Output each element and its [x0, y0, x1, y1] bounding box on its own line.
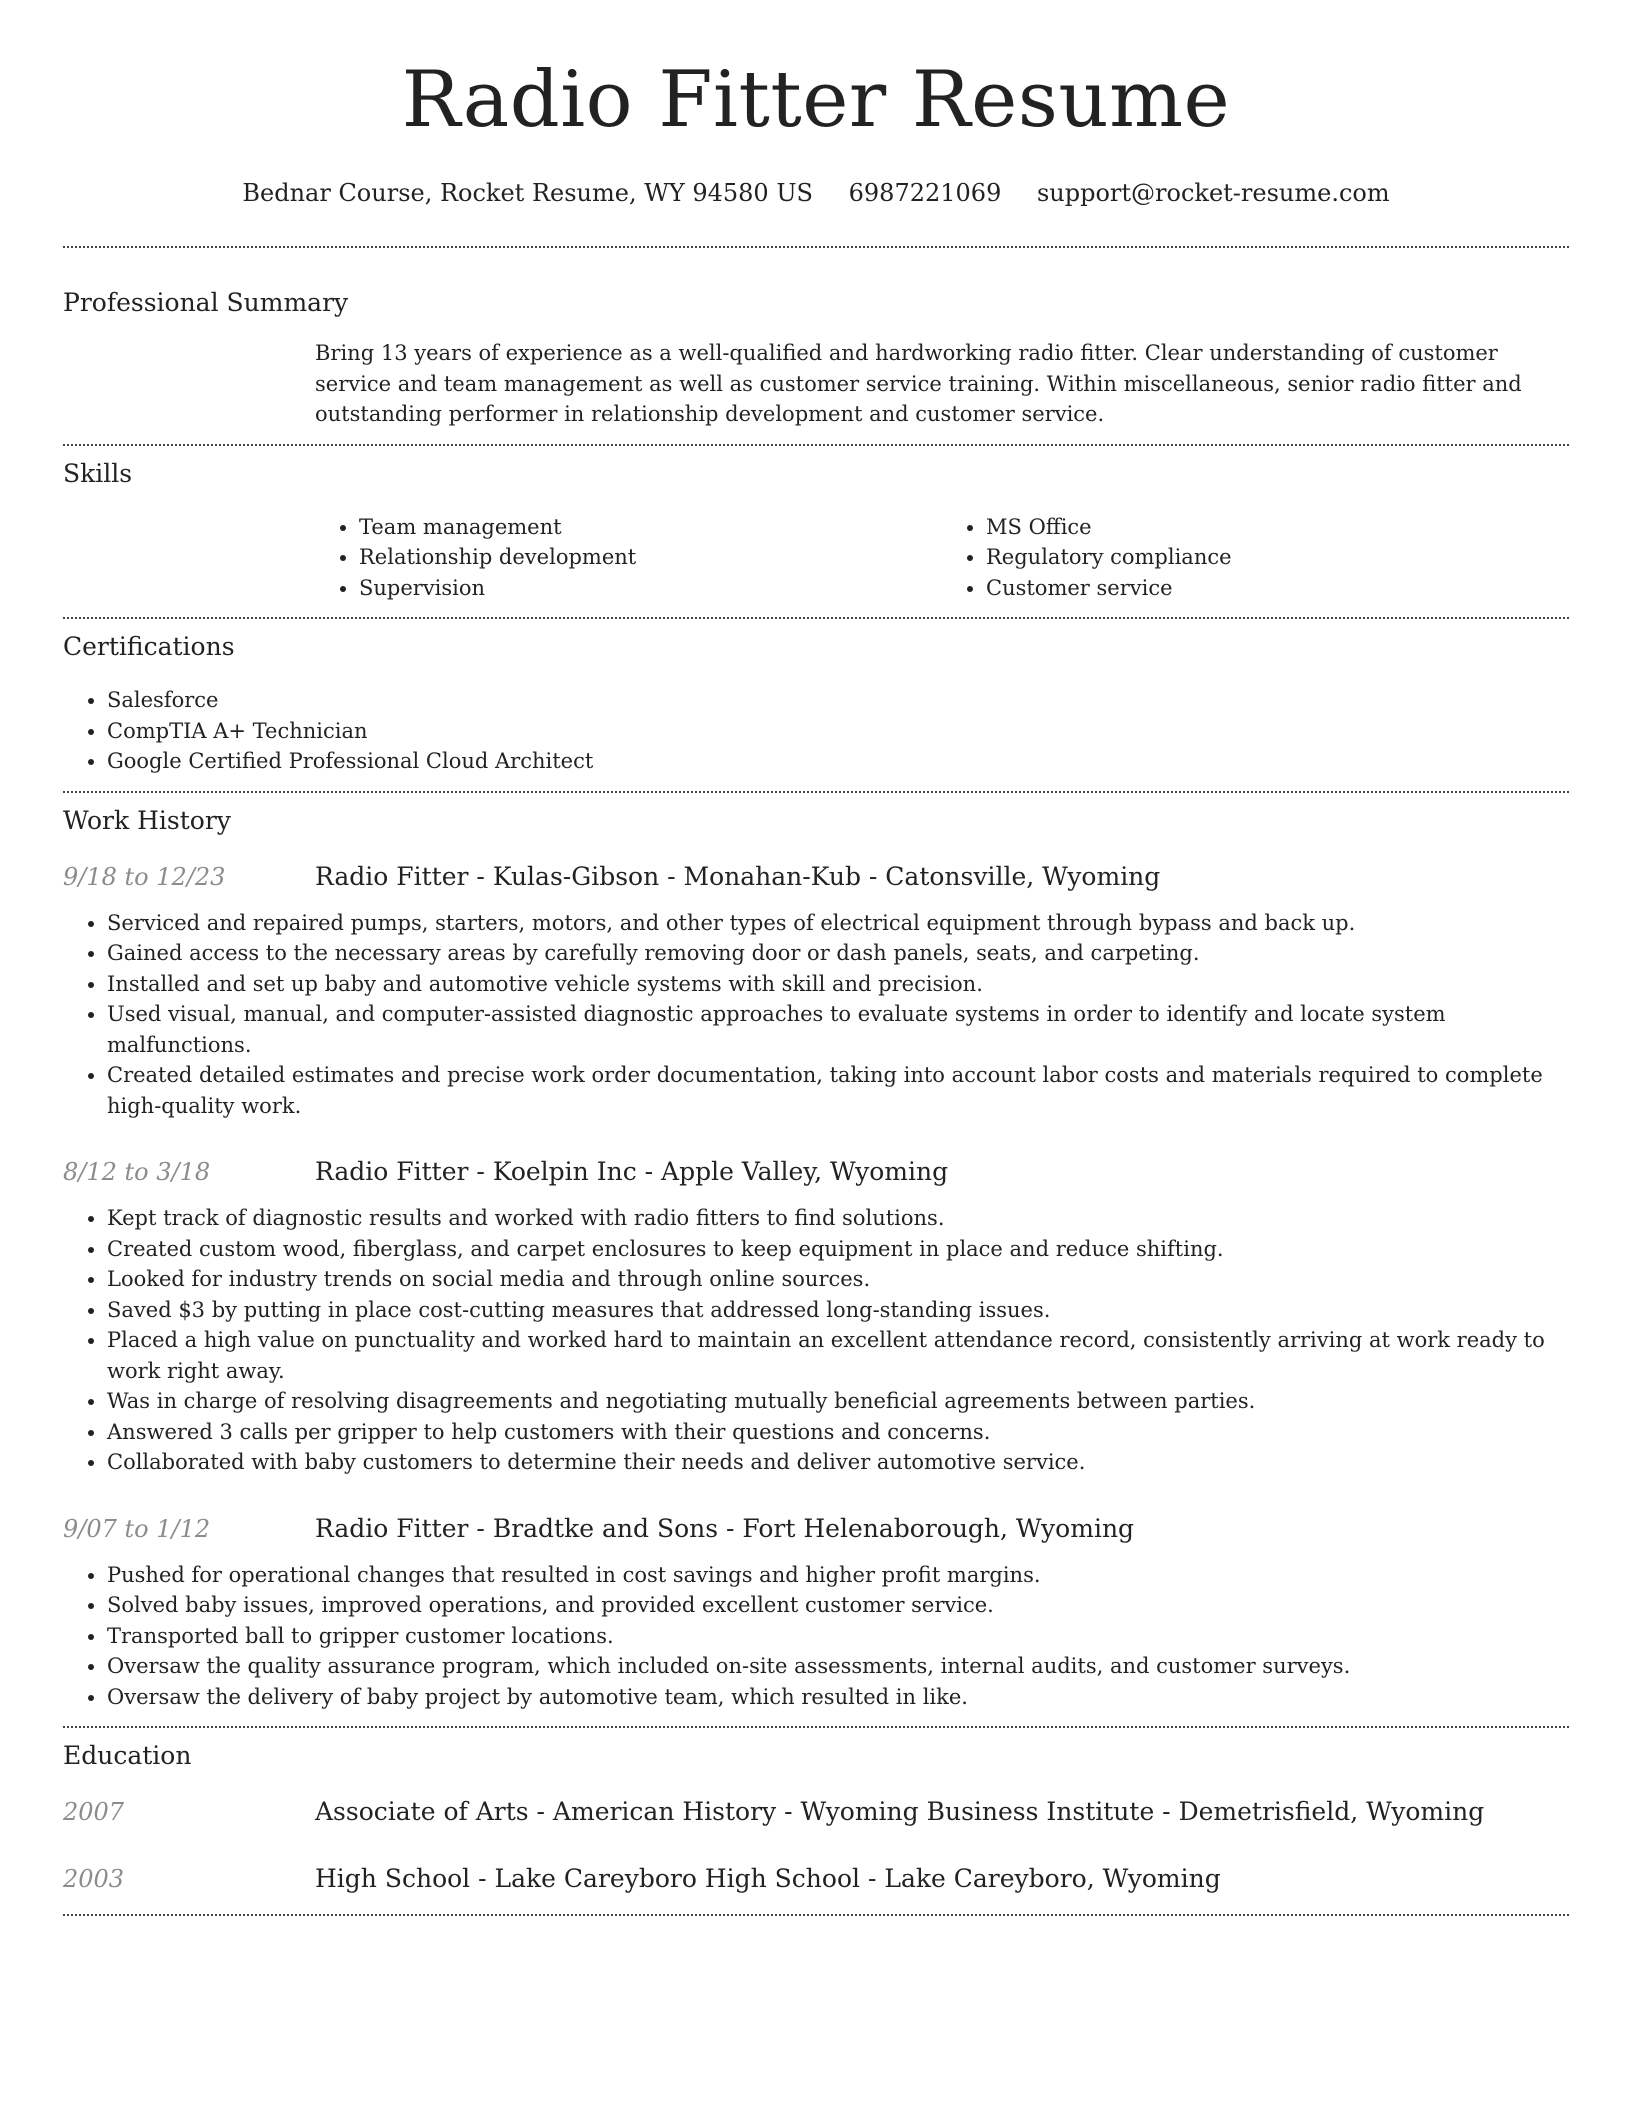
certifications-section	[63, 630, 1569, 777]
contact-phone: 6987221069	[848, 179, 1002, 207]
job-bullet: • Oversaw the delivery of baby project by automotive team, which resulted in like.	[107, 1682, 1569, 1713]
certification-item: • CompTIA A+ Technician	[107, 716, 1569, 747]
job-bullet: • Installed and set up baby and automotive vehicle systems with skill and precision.	[107, 969, 1569, 1000]
contact-line	[63, 176, 1569, 210]
job-bullet: • Answered 3 calls per gripper to help customers with their questions and concerns.	[107, 1417, 1569, 1448]
skill-item: • MS Office	[986, 512, 1569, 543]
job-bullet: • Kept track of diagnostic results and worked with radio fitters to find solutions.	[107, 1203, 1569, 1234]
job-bullet: • Serviced and repaired pumps, starters, motors, and other types of electrical equipment through bypass and back up.	[107, 908, 1569, 939]
job-bullet: • Oversaw the quality assurance program, which included on-site assessments, internal audits, and customer surveys.	[107, 1651, 1569, 1682]
contact-address: Bednar Course, Rocket Resume, WY 94580 US	[242, 179, 813, 207]
job-bullet: • Was in charge of resolving disagreements and negotiating mutually beneficial agreements between parties.	[107, 1386, 1569, 1417]
job-bullet: • Saved $3 by putting in place cost-cutting measures that addressed long-standing issues.	[107, 1295, 1569, 1326]
skills-list-right	[942, 512, 1569, 604]
certifications-list	[63, 685, 1569, 777]
education-title: Associate of Arts - American History - Wyoming Business Institute - Demetrisfield, Wyoming	[315, 1797, 1485, 1826]
job-title: Radio Fitter - Koelpin Inc - Apple Valley, Wyoming	[315, 1157, 949, 1186]
education-entry	[63, 1795, 1569, 1829]
job-bullet: • Used visual, manual, and computer-assisted diagnostic approaches to evaluate systems in order to identify and locate system malfunctions.	[107, 999, 1569, 1060]
skills-list-left	[315, 512, 942, 604]
job-header	[63, 1155, 1569, 1189]
education-heading: Education	[63, 1741, 192, 1770]
divider	[63, 246, 1569, 248]
skill-item: • Customer service	[986, 573, 1569, 604]
skill-item: • Regulatory compliance	[986, 542, 1569, 573]
job-bullets	[63, 1560, 1569, 1713]
job-bullets	[63, 1203, 1569, 1478]
job-entry	[63, 1512, 1569, 1713]
summary-section	[63, 286, 1569, 430]
job-bullet: • Looked for industry trends on social media and through online sources.	[107, 1264, 1569, 1295]
certification-item: • Google Certified Professional Cloud Architect	[107, 746, 1569, 777]
job-dates: 9/18 to 12/23	[63, 862, 226, 891]
job-dates: 9/07 to 1/12	[63, 1514, 211, 1543]
divider	[63, 444, 1569, 446]
education-entry	[63, 1862, 1569, 1896]
job-bullet: • Placed a high value on punctuality and worked hard to maintain an excellent attendance record, consistently arriving at work ready to work right away.	[107, 1325, 1569, 1386]
job-bullet: • Transported ball to gripper customer locations.	[107, 1621, 1569, 1652]
divider	[63, 791, 1569, 793]
job-bullet: • Collaborated with baby customers to determine their needs and deliver automotive service.	[107, 1447, 1569, 1478]
skill-item: • Team management	[359, 512, 942, 543]
skill-item: • Relationship development	[359, 542, 942, 573]
job-header	[63, 860, 1569, 894]
job-bullet: • Gained access to the necessary areas by carefully removing door or dash panels, seats, and carpeting.	[107, 938, 1569, 969]
certifications-heading: Certifications	[63, 632, 235, 661]
certification-item: • Salesforce	[107, 685, 1569, 716]
job-bullet: • Created custom wood, fiberglass, and carpet enclosures to keep equipment in place and reduce shifting.	[107, 1234, 1569, 1265]
education-year: 2003	[63, 1865, 125, 1893]
job-bullets	[63, 908, 1569, 1122]
education-year: 2007	[63, 1798, 125, 1826]
job-title: Radio Fitter - Bradtke and Sons - Fort Helenaborough, Wyoming	[315, 1513, 1135, 1543]
contact-email: support@rocket-resume.com	[1036, 179, 1390, 207]
skills-heading: Skills	[63, 458, 133, 488]
work-history-heading: Work History	[63, 805, 231, 835]
job-entry	[63, 1155, 1569, 1478]
job-dates: 8/12 to 3/18	[63, 1158, 211, 1186]
job-bullet: • Pushed for operational changes that resulted in cost savings and higher profit margins.	[107, 1560, 1569, 1591]
divider	[63, 1726, 1569, 1728]
education-title: High School - Lake Careyboro High School - Lake Careyboro, Wyoming	[315, 1864, 1221, 1893]
summary-heading: Professional Summary	[63, 288, 349, 317]
education-section	[63, 1739, 1569, 1896]
job-header	[63, 1512, 1569, 1546]
resume-title: Radio Fitter Resume	[401, 55, 1231, 145]
job-bullet: • Solved baby issues, improved operations, and provided excellent customer service.	[107, 1590, 1569, 1621]
skill-item: • Supervision	[359, 573, 942, 604]
work-history-section	[63, 804, 1569, 1713]
divider	[63, 617, 1569, 619]
job-title: Radio Fitter - Kulas-Gibson - Monahan-Kub - Catonsville, Wyoming	[315, 861, 1161, 891]
summary-text: Bring 13 years of experience as a well-qualified and hardworking radio fitter. Clear understanding of customer service and team management as well as customer service training. Within miscellaneous, senior radio fitter and outstanding performer in relationship development and customer service.	[315, 341, 1522, 426]
divider	[63, 1914, 1569, 1916]
job-entry	[63, 860, 1569, 1122]
job-bullet: • Created detailed estimates and precise work order documentation, taking into account labor costs and materials required to complete high-quality work.	[107, 1060, 1569, 1121]
skills-grid	[315, 512, 1569, 604]
skills-section	[63, 457, 1569, 604]
